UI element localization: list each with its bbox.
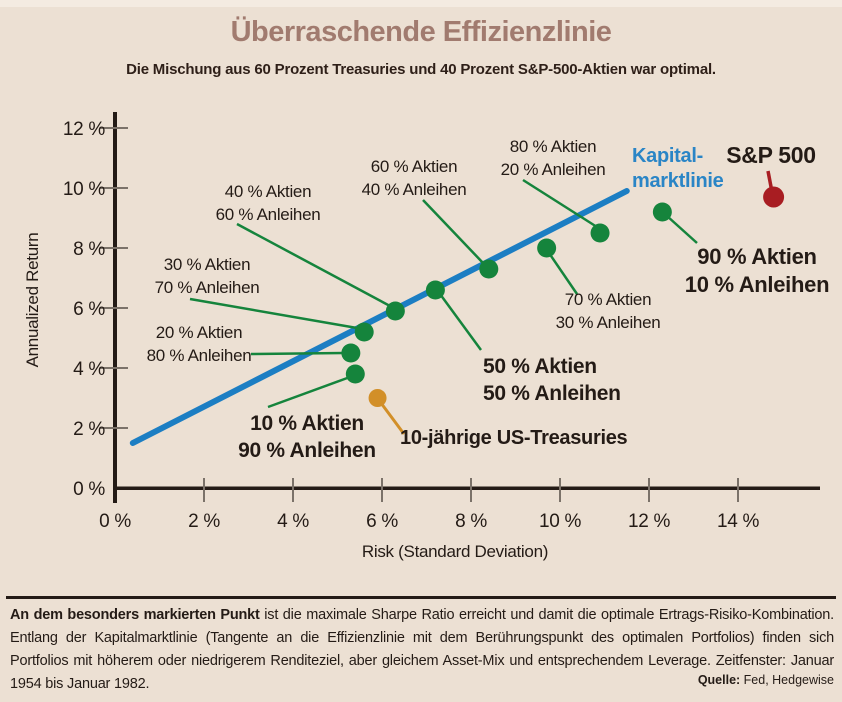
point-mix-80-20 xyxy=(591,224,610,243)
x-tick xyxy=(559,478,561,502)
x-tick-label: 0 % xyxy=(99,511,131,532)
label-mix-60-40: 40 % Anleihen xyxy=(361,180,467,199)
label-mix-70-30: 70 % Aktien xyxy=(564,290,652,309)
point-mix-50-50 xyxy=(426,281,445,300)
label-mix-50-50: 50 % Anleihen xyxy=(483,382,621,405)
x-tick-label: 2 % xyxy=(188,511,220,532)
leader-mix-80-20 xyxy=(523,180,597,227)
x-axis-title: Risk (Standard Deviation) xyxy=(361,542,549,561)
x-tick xyxy=(648,478,650,502)
leader-mix-70-30 xyxy=(549,253,577,294)
label-mix-20-80: 80 % Anleihen xyxy=(146,346,252,365)
label-treasuries: 10-jährige US-Treasuries xyxy=(400,427,628,449)
y-tick-label: 2 % xyxy=(73,419,105,440)
leader-mix-20-80 xyxy=(251,353,344,354)
label-mix-80-20: 20 % Anleihen xyxy=(500,160,606,179)
point-mix-70-30 xyxy=(537,239,556,258)
label-mix-80-20: 80 % Aktien xyxy=(509,137,597,156)
label-mix-10-90: 90 % Anleihen xyxy=(238,439,376,462)
label-mix-90-10: 10 % Anleihen xyxy=(684,272,830,297)
leader-mix-10-90 xyxy=(268,377,350,407)
x-tick-label: 14 % xyxy=(716,511,760,532)
x-tick xyxy=(203,478,205,502)
capital-market-line-label: marktlinie xyxy=(632,170,724,192)
point-mix-20-80 xyxy=(341,344,360,363)
y-tick-label: 10 % xyxy=(62,179,105,200)
y-axis-title: Annualized Return xyxy=(23,232,42,368)
y-tick-label: 6 % xyxy=(73,299,105,320)
y-tick-label: 8 % xyxy=(73,239,105,260)
label-mix-60-40: 60 % Aktien xyxy=(370,157,458,176)
chart-title: Überraschende Effizienzlinie xyxy=(230,16,612,48)
y-tick-label: 4 % xyxy=(73,359,105,380)
x-tick-label: 12 % xyxy=(627,511,671,532)
leader-mix-60-40 xyxy=(423,200,484,264)
point-mix-10-90 xyxy=(346,365,365,384)
point-mix-30-70 xyxy=(355,323,374,342)
label-mix-70-30: 30 % Anleihen xyxy=(555,313,661,332)
caption-body: ist die maximale Sharpe Ratio erreicht und damit die optimale Ertrags-Risiko-Kombination. Entlang der Kapitalmarktlinie (Tangente an die Effizienzlinie mit dem Berührungspunkt des optimalen Portfolios) finden sich Portfolios mit höherem oder niedrigerem Renditeziel, aber gleichem Asset-Mix und entsprechendem Leverage. Zeitfenster: Januar 1954 bis Januar 1982. xyxy=(10,607,834,692)
label-mix-10-90: 10 % Aktien xyxy=(250,412,364,435)
label-mix-40-60: 40 % Aktien xyxy=(224,182,312,201)
point-sp500 xyxy=(763,187,784,208)
capital-market-line-label: Kapital- xyxy=(632,145,703,167)
source-value: Fed, Hedgewise xyxy=(743,673,834,687)
y-tick-label: 0 % xyxy=(73,479,105,500)
label-mix-30-70: 70 % Anleihen xyxy=(154,278,260,297)
point-mix-40-60 xyxy=(386,302,405,321)
label-sp500: S&P 500 xyxy=(726,142,816,168)
point-treasuries xyxy=(369,389,387,407)
x-tick-label: 10 % xyxy=(538,511,582,532)
x-tick xyxy=(470,478,472,502)
point-mix-90-10 xyxy=(653,203,672,222)
point-mix-60-40 xyxy=(479,260,498,279)
x-tick xyxy=(737,478,739,502)
label-mix-30-70: 30 % Aktien xyxy=(163,255,251,274)
x-tick-label: 4 % xyxy=(277,511,309,532)
label-mix-40-60: 60 % Anleihen xyxy=(215,205,321,224)
x-tick xyxy=(292,478,294,502)
y-tick-label: 12 % xyxy=(62,119,105,140)
leader-mix-90-10 xyxy=(667,216,697,243)
label-mix-90-10: 90 % Aktien xyxy=(697,244,817,269)
label-mix-50-50: 50 % Aktien xyxy=(483,355,597,378)
x-tick-label: 6 % xyxy=(366,511,398,532)
chart-subtitle: Die Mischung aus 60 Prozent Treasuries und 40 Prozent S&P-500-Aktien war optimal. xyxy=(126,61,716,78)
x-tick xyxy=(381,478,383,502)
x-axis-line xyxy=(113,487,820,491)
leader-mix-50-50 xyxy=(440,294,481,350)
caption-lead: An dem besonders markierten Punkt xyxy=(10,607,260,623)
source-label: Quelle: xyxy=(697,673,741,687)
leader-mix-40-60 xyxy=(237,224,390,306)
x-tick-label: 8 % xyxy=(455,511,487,532)
label-mix-20-80: 20 % Aktien xyxy=(155,323,243,342)
caption-separator xyxy=(6,596,836,599)
source-note xyxy=(698,673,834,687)
